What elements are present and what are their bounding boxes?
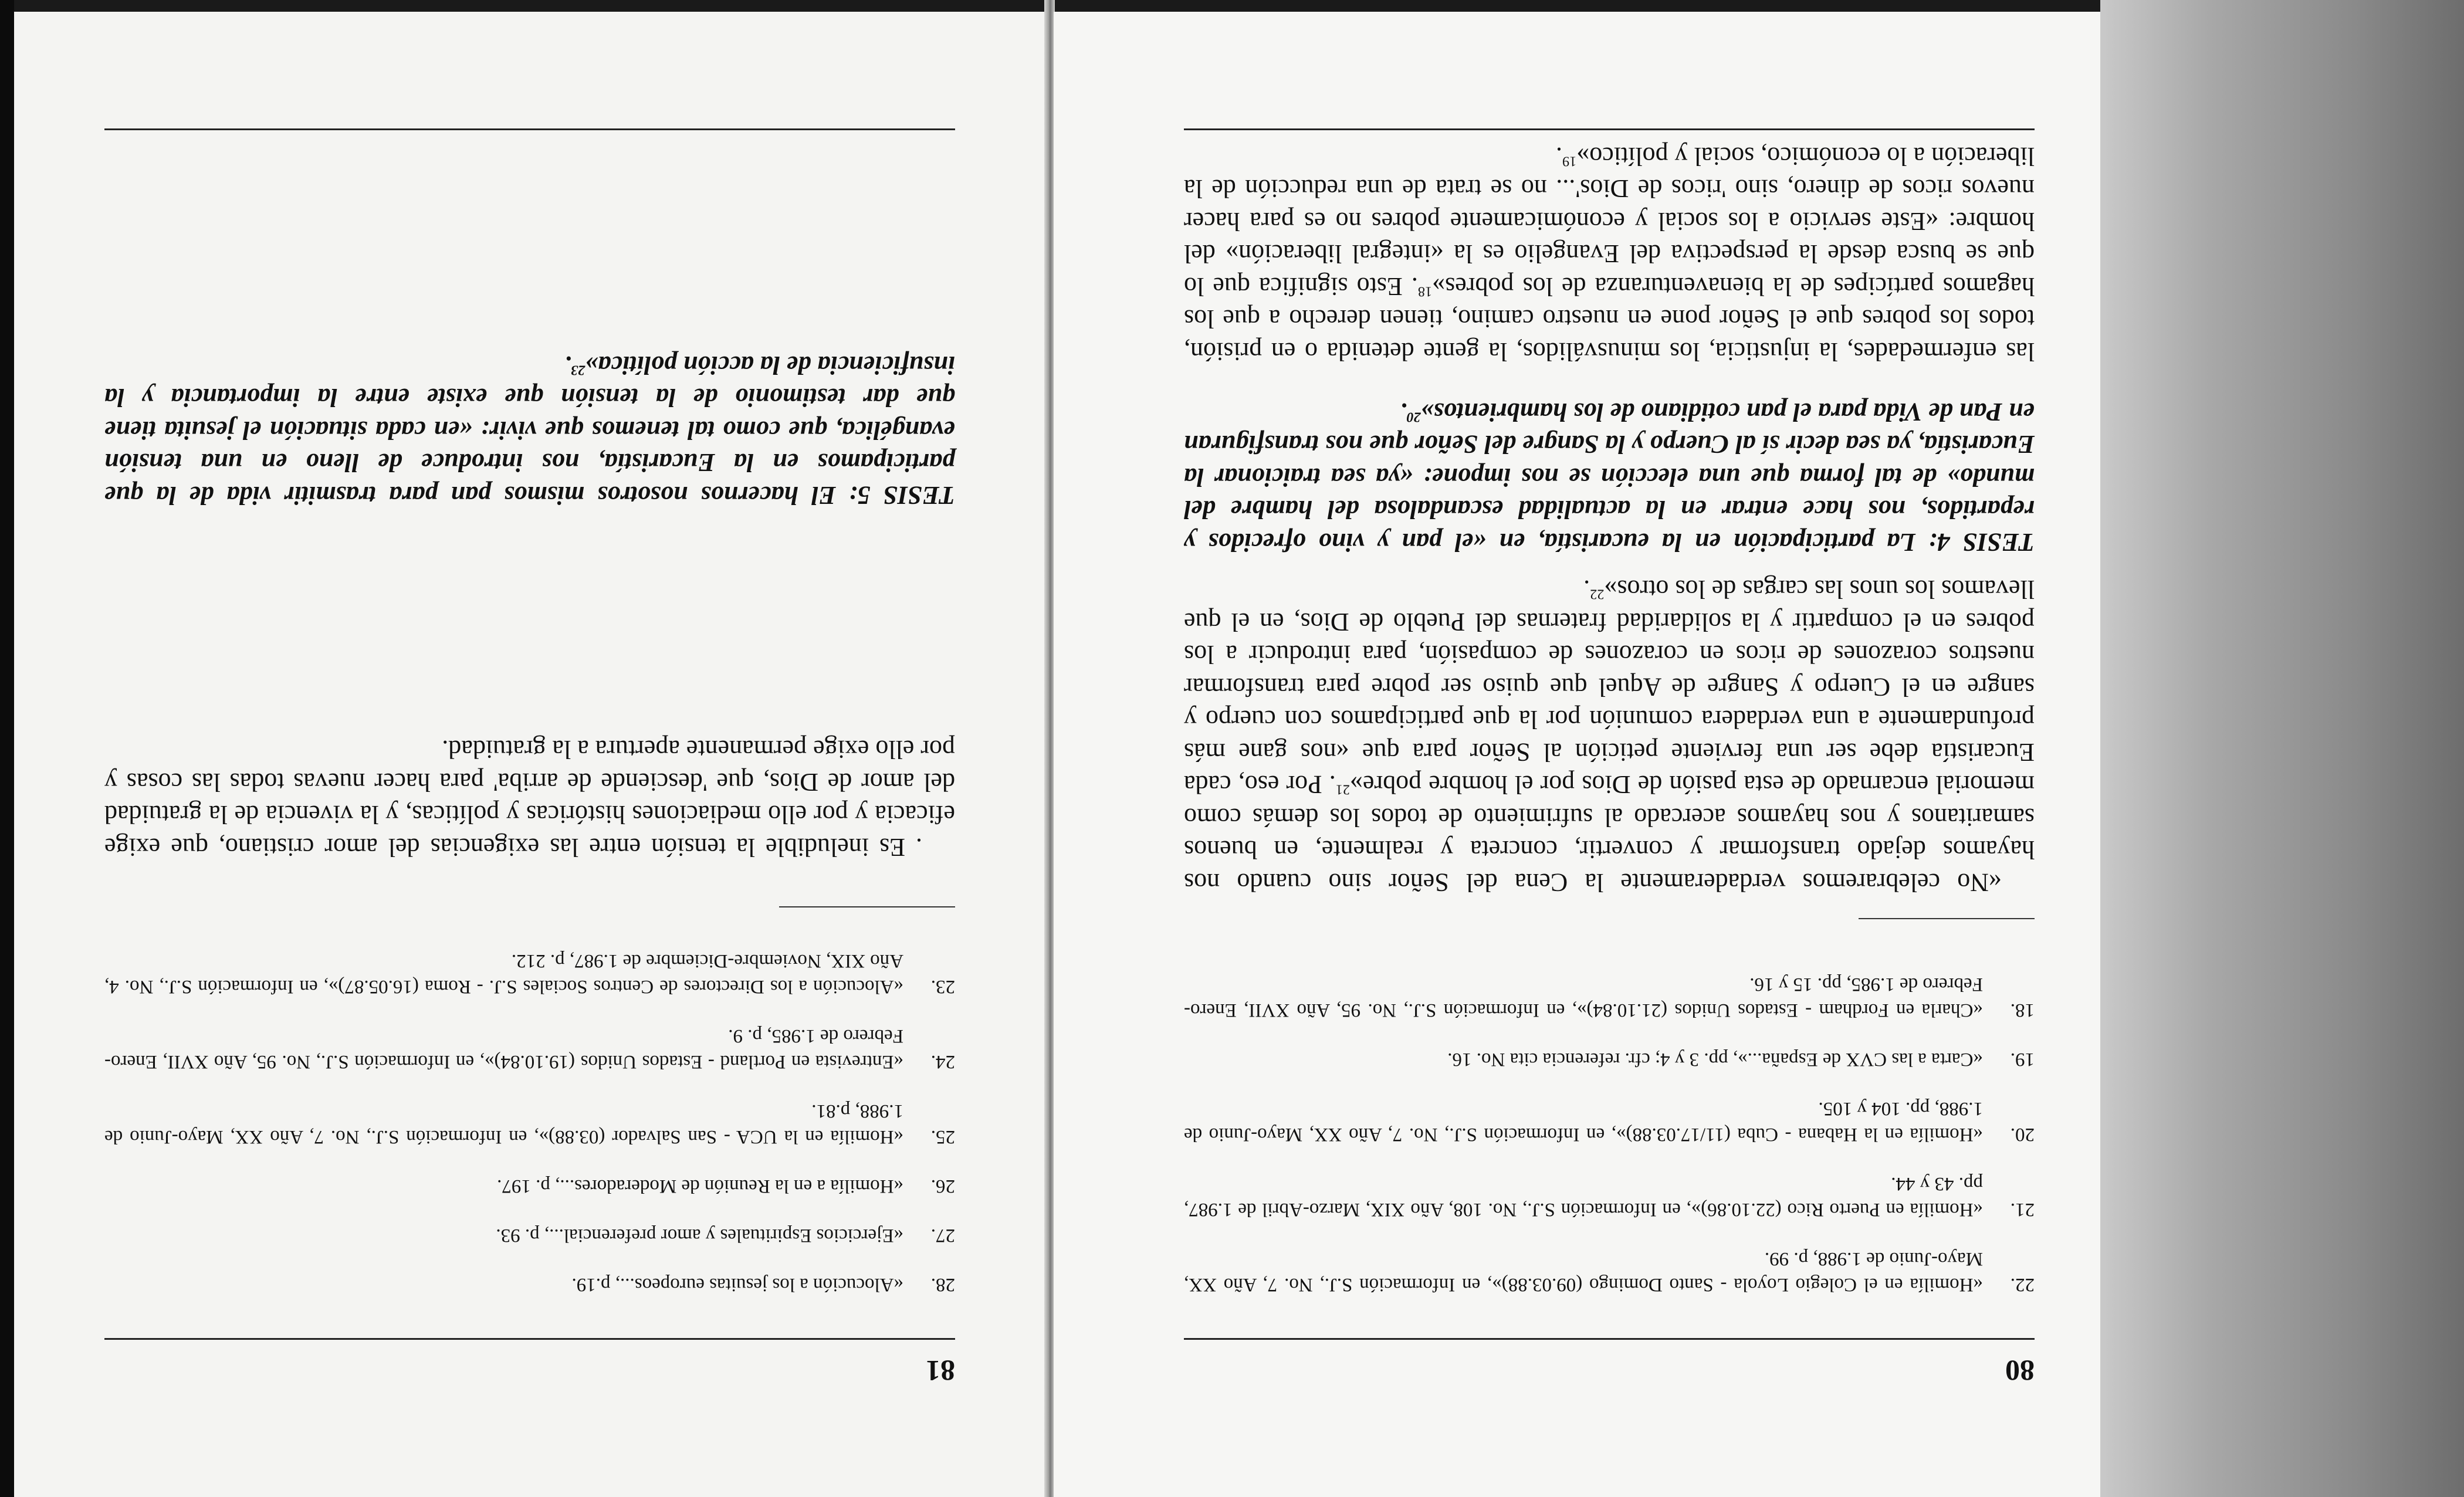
footnote-separator	[779, 906, 955, 907]
footnote: 27. «Ejercicios Espirituales y amor preferencial..., p. 93.	[496, 1225, 955, 1246]
body-text	[104, 733, 955, 863]
page-81-content	[14, 12, 1045, 1497]
footnote: 18. «Charla en Fordham - Estados Unidos (21.10.84)», en Información S.J., No. 95, Año XVII, Enero-Febrero de 1.985, pp. 15 y 16.	[1184, 974, 2035, 1021]
body-text	[1184, 573, 2035, 899]
footnote: 24. «Entrevista en Portland - Estados Unidos (19.10.84)», en Información S.J., No. 95, Año XVII, Enero-Febrero de 1.985, p. 9.	[104, 1025, 955, 1072]
footnote: 22. «Homilía en el Colegio Loyola - Santo Domingo (09.03.88)», en Información S.J., No. 7, Año XX, Mayo-Junio de 1.988, p. 99.	[1184, 1248, 2035, 1295]
footnote: 20. «Homilía en la Habana - Cuba (11/17.03.88)», en Información S.J., No. 7, Año XX, Mayo-Junio de 1.988, pp. 104 y 105.	[1184, 1098, 2035, 1145]
scan-background-right	[2100, 0, 2464, 1497]
paragraph: «No celebraremos verdaderamente la Cena del Señor sino cuando nos hayamos dejado transformar y convertir, concreta y realmente, en buenos samaritanos y nos hayamos acercado al sufrimiento de todos los demás como memorial encarnado de esta pasión de Dios por el hombre pobre»$^{21}$. Por eso, cada Eucaristía debe ser una ferviente petición al Señor para que «nos gane más profundamente a una verdadera comunión por la que participamos con cuerpo y sangre en el Cuerpo y Sangre de Aquel que quiso ser pobre para transformar nuestros corazones de ricos en corazones de compasión, para introducir a los pobres en el compartir y la solidaridad fraternas del Pueblo de Dios, en el que llevamos los unos las cargas de los otros»$^{22}$.	[1184, 575, 2035, 897]
footnotes	[104, 924, 955, 1298]
thesis-heading: TESIS 4: La participación en la eucaristía, en «el pan y vino ofrecidos y repartidos, nos hace entrar en la actualidad escandalosa del hambre del mundo» de tal forma que una elección se nos impone: «ya sea traicionar la Eucaristía, ya sea decir sí al Cuerpo y la Sangre del Señor que nos transfiguran en Pan de Vida para el pan cotidiano de los hambrientos»$^{20}$.	[1183, 398, 2035, 557]
footnote: 26. «Homilía a en la Reunión de Moderadores..., p. 197.	[497, 1176, 955, 1197]
page-number: 80	[2005, 1354, 2035, 1387]
page-80-content	[1054, 12, 2104, 1497]
footnote: 21. «Homilía en Puerto Rico (22.10.86)», en Información S.J., No. 108, Año XIX, Marzo-Abril de 1.987, pp. 43 y 44.	[1184, 1173, 2035, 1220]
scan-left-edge	[0, 0, 14, 1497]
paragraph: las enfermedades, la injusticia, los minusválidos, la gente detenida o en prisión, todos los pobres que el Señor pone en nuestro camino, tienen derecho a que los hagamos partícipes de la bienaventuranza de los pobres»$^{18}$. Esto significa que lo que se busca desde la perspectiva del Evangelio es la «integral liberación» del hombre: «Este servicio a los social y económicamente pobres no es para hacer nuevos ricos de dinero, sino 'ricos de Dios'... no se trata de una reducción de la liberación a lo económico, social y político»$^{19}$.	[1184, 142, 2035, 366]
header-rule	[104, 1338, 955, 1340]
footnote: 28. «Alocución a los jesuitas europeos..., p.19.	[571, 1274, 955, 1295]
thesis-4-block	[1184, 396, 2035, 559]
footnote: 23. «Alocución a los Directores de Centros Sociales S.J. - Roma (16.05.87)», en Información S.J., No. 4, Año XIX, Noviembre-Diciembre de 1.987, p. 212.	[104, 950, 955, 997]
page-number: 81	[926, 1354, 955, 1387]
footnote-separator	[1859, 918, 2035, 919]
section-rule	[104, 128, 955, 130]
footnotes	[1184, 948, 2035, 1298]
book-page-left	[14, 12, 1045, 1497]
section-rule	[1184, 128, 2035, 130]
paragraph: . Es ineludible la tensión entre las exigencias del amor cristiano, que exige eficacia y por ello mediaciones históricas y políticas, y la vivencia de la gratuidad del amor de Dios, que 'desciende de arriba' para hacer nuevas todas las cosas y por ello exige permanente apertura a la gratuidad.	[104, 735, 955, 862]
thesis-heading: TESIS 5: El hacernos nosotros mismos pan para trasmitir vida de la que participamos en la Eucaristía, nos introduce de lleno en una tensión evangélica, que como tal tenemos que vivir: «en cada situación el jesuita tiene que dar testimonio de la tensión que existe entre la importancia y la insuficiencia de la acción política»$^{23}$.	[104, 351, 955, 510]
thesis-5-block	[104, 349, 955, 512]
footnote: 19. «Carta a las CVX de España...», pp. 3 y 4; cfr. referencia cita No. 16.	[1447, 1049, 2035, 1070]
body-text-top	[1184, 140, 2035, 368]
book-page-right	[1054, 12, 2104, 1497]
header-rule	[1184, 1338, 2035, 1340]
footnote: 25. «Homilía en la UCA - San Salvador (03.88)», en Información S.J., No. 7, Año XX, Mayo-Junio de 1.988, p.81.	[104, 1100, 955, 1147]
